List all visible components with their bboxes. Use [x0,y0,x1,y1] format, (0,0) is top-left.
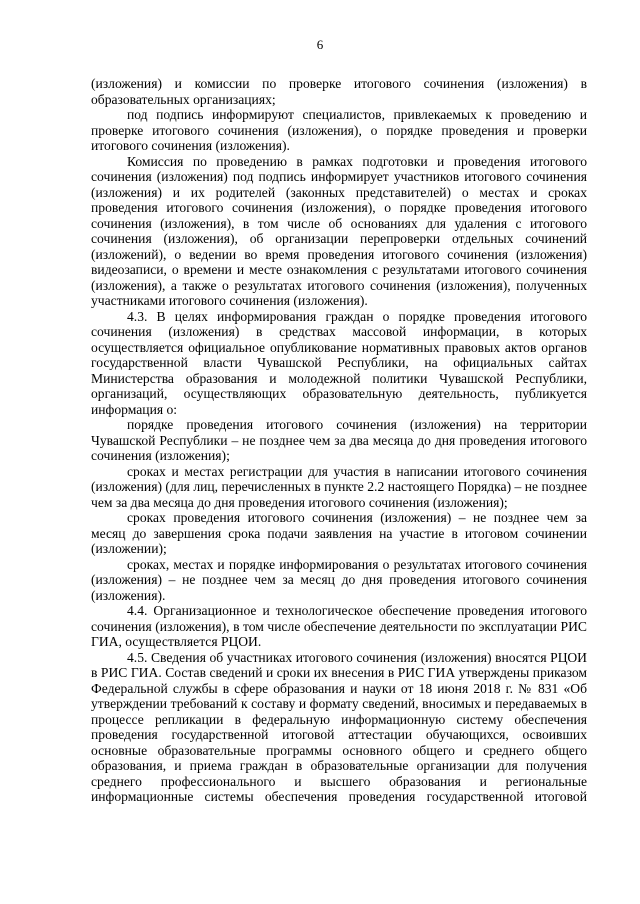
paragraph-4-3: 4.3. В целях информирования граждан о порядке проведения итогового сочинения (изложения) в средствах массовой информации, в которых осуществляется официальное опубликование нормативных правовых актов органов государственной власти Чувашской Республики, на официальных сайтах Министерства образования и молодежной политики Чувашской Республики, организаций, осуществляющих образовательную деятельность, публикуется информация о: [91,308,587,417]
paragraph-dates-info: сроках проведения итогового сочинения (изложения) – не позднее чем за месяц до завершения срока подачи заявления на участие в итоговом сочинении (изложении); [91,510,587,556]
paragraph-results-info: сроках, местах и порядке информирования о результатах итогового сочинения (изложения) – не позднее чем за месяц до дня проведения итогового сочинения (изложения). [91,556,587,603]
paragraph-registration-info: сроках и местах регистрации для участия в написании итогового сочинения (изложения) (для лиц, перечисленных в пункте 2.2 настоящего Порядка) – не позднее чем за два месяца до дня проведения итогового сочинения (изложения); [91,463,587,510]
paragraph-continuation: (изложения) и комиссии по проверке итогового сочинения (изложения) в образовательных организациях; [91,76,587,107]
paragraph-specialists-informing: под подпись информируют специалистов, привлекаемых к проведению и проверке итогового сочинения (изложения), о порядке проведения и проверки итогового сочинения (изложения). [91,107,587,153]
page-number: 6 [316,37,324,52]
document-body [91,76,587,805]
paragraph-4-4: 4.4. Организационное и технологическое обеспечение проведения итогового сочинения (изложения), в том числе обеспечение деятельности по эксплуатации РИС ГИА, осуществляется РЦОИ. [91,603,587,649]
paragraph-4-5: 4.5. Сведения об участниках итогового сочинения (изложения) вносятся РЦОИ в РИС ГИА. Состав сведений и сроки их внесения в РИС ГИА утверждены приказом Федеральной службы в сфере образования и науки от 18 июня 2018 г. № 831 «Об утверждении требований к составу и формату сведений, вносимых и передаваемых в процессе репликации в федеральную информационную систему обеспечения проведения государственной итоговой аттестации обучающихся, освоивших основные образовательные программы основного общего и среднего общего образования, и приема граждан в образовательные организации для получения среднего профессионального и высшего образования и региональные информационные системы обеспечения проведения государственной итоговой [91,649,587,804]
paragraph-commission-informing: Комиссия по проведению в рамках подготовки и проведения итогового сочинения (изложения) под подпись информирует участников итогового сочинения (изложения) и их родителей (законных представителей) о местах и сроках проведения итогового сочинения (изложения), о порядке проведения итогового сочинения (изложения), в том числе об основаниях для удаления с итогового сочинения (изложения), об организации перепроверки отдельных сочинений (изложений), о ведении во время проведения итогового сочинения (изложения) видеозаписи, о времени и месте ознакомления с результатами итогового сочинения (изложения), а также о результатах итогового сочинения (изложения), полученных участниками итогового сочинения (изложения). [91,153,587,308]
paragraph-procedure-info: порядке проведения итогового сочинения (изложения) на территории Чувашской Республики – не позднее чем за два месяца до дня проведения итогового сочинения (изложения); [91,417,587,463]
